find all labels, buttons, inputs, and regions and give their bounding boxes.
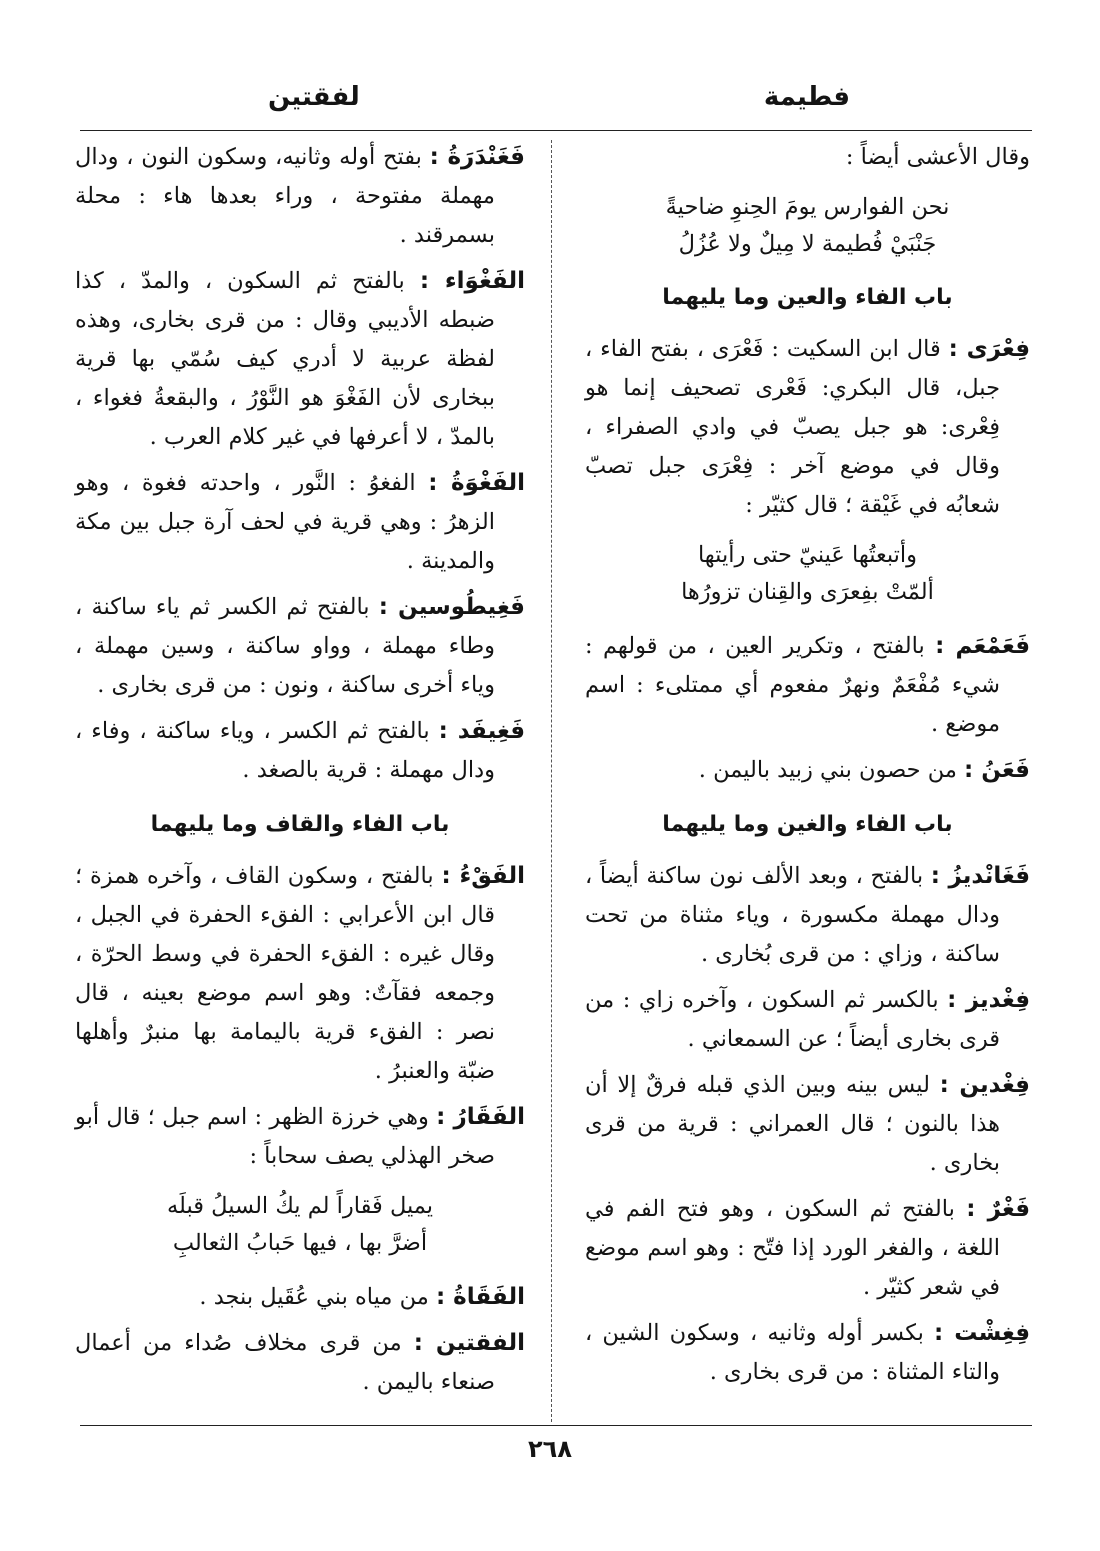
entry-headword: فَغِيفَد :: [438, 718, 526, 744]
entry-headword: فَعَنُ :: [964, 757, 1030, 783]
section-title: باب الفاء والعين وما يليهما: [662, 285, 953, 310]
column-divider: [551, 140, 552, 1422]
left-column: [75, 138, 525, 1409]
dictionary-entry: [75, 262, 525, 457]
entry-text: بالكسر ثم السكون ، وآخره زاي : من قرى بخارى أيضاً ؛ عن السمعاني .: [585, 987, 1000, 1052]
verse-line: أضرَّ بها ، فيها حَبابُ الثعالبِ: [172, 1230, 428, 1256]
entry-text: ليس بينه وبين الذي قبله فرقٌ إلا أن هذا بالنون ؛ قال العمراني : قرية من قرى بخارى .: [585, 1072, 1000, 1176]
entry-text: قال ابن السكيت : فَعْرَى ، بفتح الفاء ، جبل، قال البكري: فَعْرى تصحيف إنما هو فِعْرى: هو جبل يصبّ في وادي الصفراء ، وقال في موضع آخر : فِعْرَى جبل تصبّ شعابُه في غَيْقة ؛ قال كثيّر :: [585, 336, 1000, 518]
section-title: باب الفاء والقاف وما يليهما: [150, 812, 450, 837]
entry-text: من قرى مخلاف صُداء من أعمال صنعاء باليمن .: [75, 1330, 495, 1395]
verse-line: جَنْبَيْ فُطيمة لا مِيلٌ ولا عُزُلُ: [678, 231, 937, 257]
dictionary-entry: [585, 1314, 1030, 1392]
entry-headword: الفَقْءُ :: [441, 863, 526, 889]
section-title: باب الفاء والغين وما يليهما: [662, 812, 953, 837]
dictionary-entry: [75, 1098, 525, 1176]
footer-rule: [80, 1425, 1032, 1426]
verse-line: يميل فَقاراً لم يكُ السيلُ قبلَه: [166, 1193, 434, 1219]
entry-headword: الفقتين :: [413, 1330, 525, 1356]
verse-block: [585, 537, 1030, 611]
header-rule: [80, 130, 1032, 131]
entry-headword: الفَقَارُ :: [436, 1104, 525, 1130]
dictionary-entry: [585, 751, 1030, 790]
entry-headword: الفَقَاةُ :: [435, 1284, 525, 1310]
verse-line: ألمّتْ بفِعرَى والقِنان تزورُها: [681, 579, 934, 605]
dictionary-entry: [75, 588, 525, 705]
page-number: ٢٦٨: [528, 1435, 572, 1463]
dictionary-entry: [585, 1190, 1030, 1307]
entry-text: بالفتح ، وبعد الألف نون ساكنة أيضاً ، ودال مهملة مكسورة ، وياء مثناة من تحت ساكنة ، وزاي : من قرى بُخارى .: [585, 863, 1000, 967]
dictionary-entry: [585, 1066, 1030, 1183]
dictionary-entry: [585, 627, 1030, 744]
intro-line: وقال الأعشى أيضاً :: [845, 144, 1030, 170]
entry-text: بالفتح ثم الكسر ثم ياء ساكنة ، وطاء مهملة ، وواو ساكنة ، وسين مهملة ، وياء أخرى ساكنة ، ونون : من قرى بخارى .: [75, 594, 495, 698]
entry-text: بالفتح ، وتكرير العين ، من قولهم : شيء مُفْعَمٌ ونهرٌ مفعوم أي ممتلىء : اسم موضع .: [585, 633, 1000, 737]
entry-headword: فَغَنْدَرَةُ :: [429, 144, 525, 170]
entry-text: من حصون بني زبيد باليمن .: [698, 757, 957, 783]
right-column: [585, 138, 1030, 1399]
verse-line: وأتبعتُها عَينيّ حتى رأيتها: [697, 542, 918, 568]
entry-text: وهي خرزة الظهر : اسم جبل ؛ قال أبو صخر الهذلي يصف سحاباً :: [75, 1104, 495, 1169]
dictionary-entry: [75, 857, 525, 1091]
dictionary-entry: [585, 981, 1030, 1059]
entry-headword: فِغِشْت :: [934, 1320, 1031, 1346]
entry-text: الفغوُ : النَّور ، واحدته فغوة ، وهو الزهرُ : وهي قرية في لحف آرة جبل بين مكة والمدينة .: [75, 470, 495, 574]
dictionary-entry: [75, 1278, 525, 1317]
dictionary-entry: [585, 330, 1030, 525]
entry-headword: الفَغْوَاء :: [419, 268, 526, 294]
entry-text: بالفتح ثم السكون ، وهو فتح الفم في اللغة ، والفغر الورد إذا فتّح : وهو اسم موضع في شعر كثيّر .: [585, 1196, 1000, 1300]
entry-text: من مياه بني عُقَيل بنجد .: [199, 1284, 429, 1310]
entry-text: بفتح أوله وثانيه، وسكون النون ، ودال مهملة مفتوحة ، وراء بعدها هاء : محلة بسمرقند .: [75, 144, 495, 248]
entry-headword: فِغْديز :: [947, 987, 1030, 1013]
verse-line: نحن الفوارس يومَ الحِنوِ ضاحيةً: [665, 194, 950, 220]
running-header-right: فطيمة: [763, 82, 850, 112]
verse-block: [585, 189, 1030, 263]
dictionary-entry: [585, 857, 1030, 974]
dictionary-entry: [75, 138, 525, 255]
entry-headword: فِعْرَى :: [948, 336, 1031, 362]
entry-text: بالفتح ثم الكسر ، وياء ساكنة ، وفاء ، ودال مهملة : قرية بالصغد .: [75, 718, 495, 783]
entry-headword: فِغْدين :: [939, 1072, 1030, 1098]
entry-headword: الفَغْوَةُ :: [428, 470, 525, 496]
dictionary-entry: [75, 464, 525, 581]
entry-headword: فَعَمْعَم :: [935, 633, 1031, 659]
entry-text: بالفتح ثم السكون ، والمدّ ، كذا ضبطه الأديبي وقال : من قرى بخارى، وهذه لفظة عربية لا أدري كيف سُمّي بها قرية ببخارى لأن الفَغْوَ هو النَّوْرُ ، والبقعةُ فغواء ، بالمدّ ، لا أعرفها في غير كلام العرب .: [75, 268, 495, 450]
entry-text: بالفتح ، وسكون القاف ، وآخره همزة ؛ قال ابن الأعرابي : الفقء الحفرة في الجبل ، وقال غيره : الفقء الحفرة في وسط الحرّة ، وجمعه فقآتٌ: وهو اسم موضع بعينه ، قال نصر : الفقء قرية باليمامة بها منبرٌ وأهلها ضبّة والعنبرُ .: [75, 863, 495, 1084]
entry-headword: فَغْرٌ :: [966, 1196, 1030, 1222]
entry-headword: فَغَانْديزُ :: [930, 863, 1031, 889]
dictionary-entry: [75, 712, 525, 790]
entry-text: بكسر أوله وثانيه ، وسكون الشين ، والتاء المثناة : من قرى بخارى .: [585, 1320, 1000, 1385]
dictionary-entry: [75, 1324, 525, 1402]
verse-block: [75, 1188, 525, 1262]
entry-headword: فَغِيطُوسين :: [378, 594, 525, 620]
running-header-left: لفقتين: [268, 82, 360, 112]
